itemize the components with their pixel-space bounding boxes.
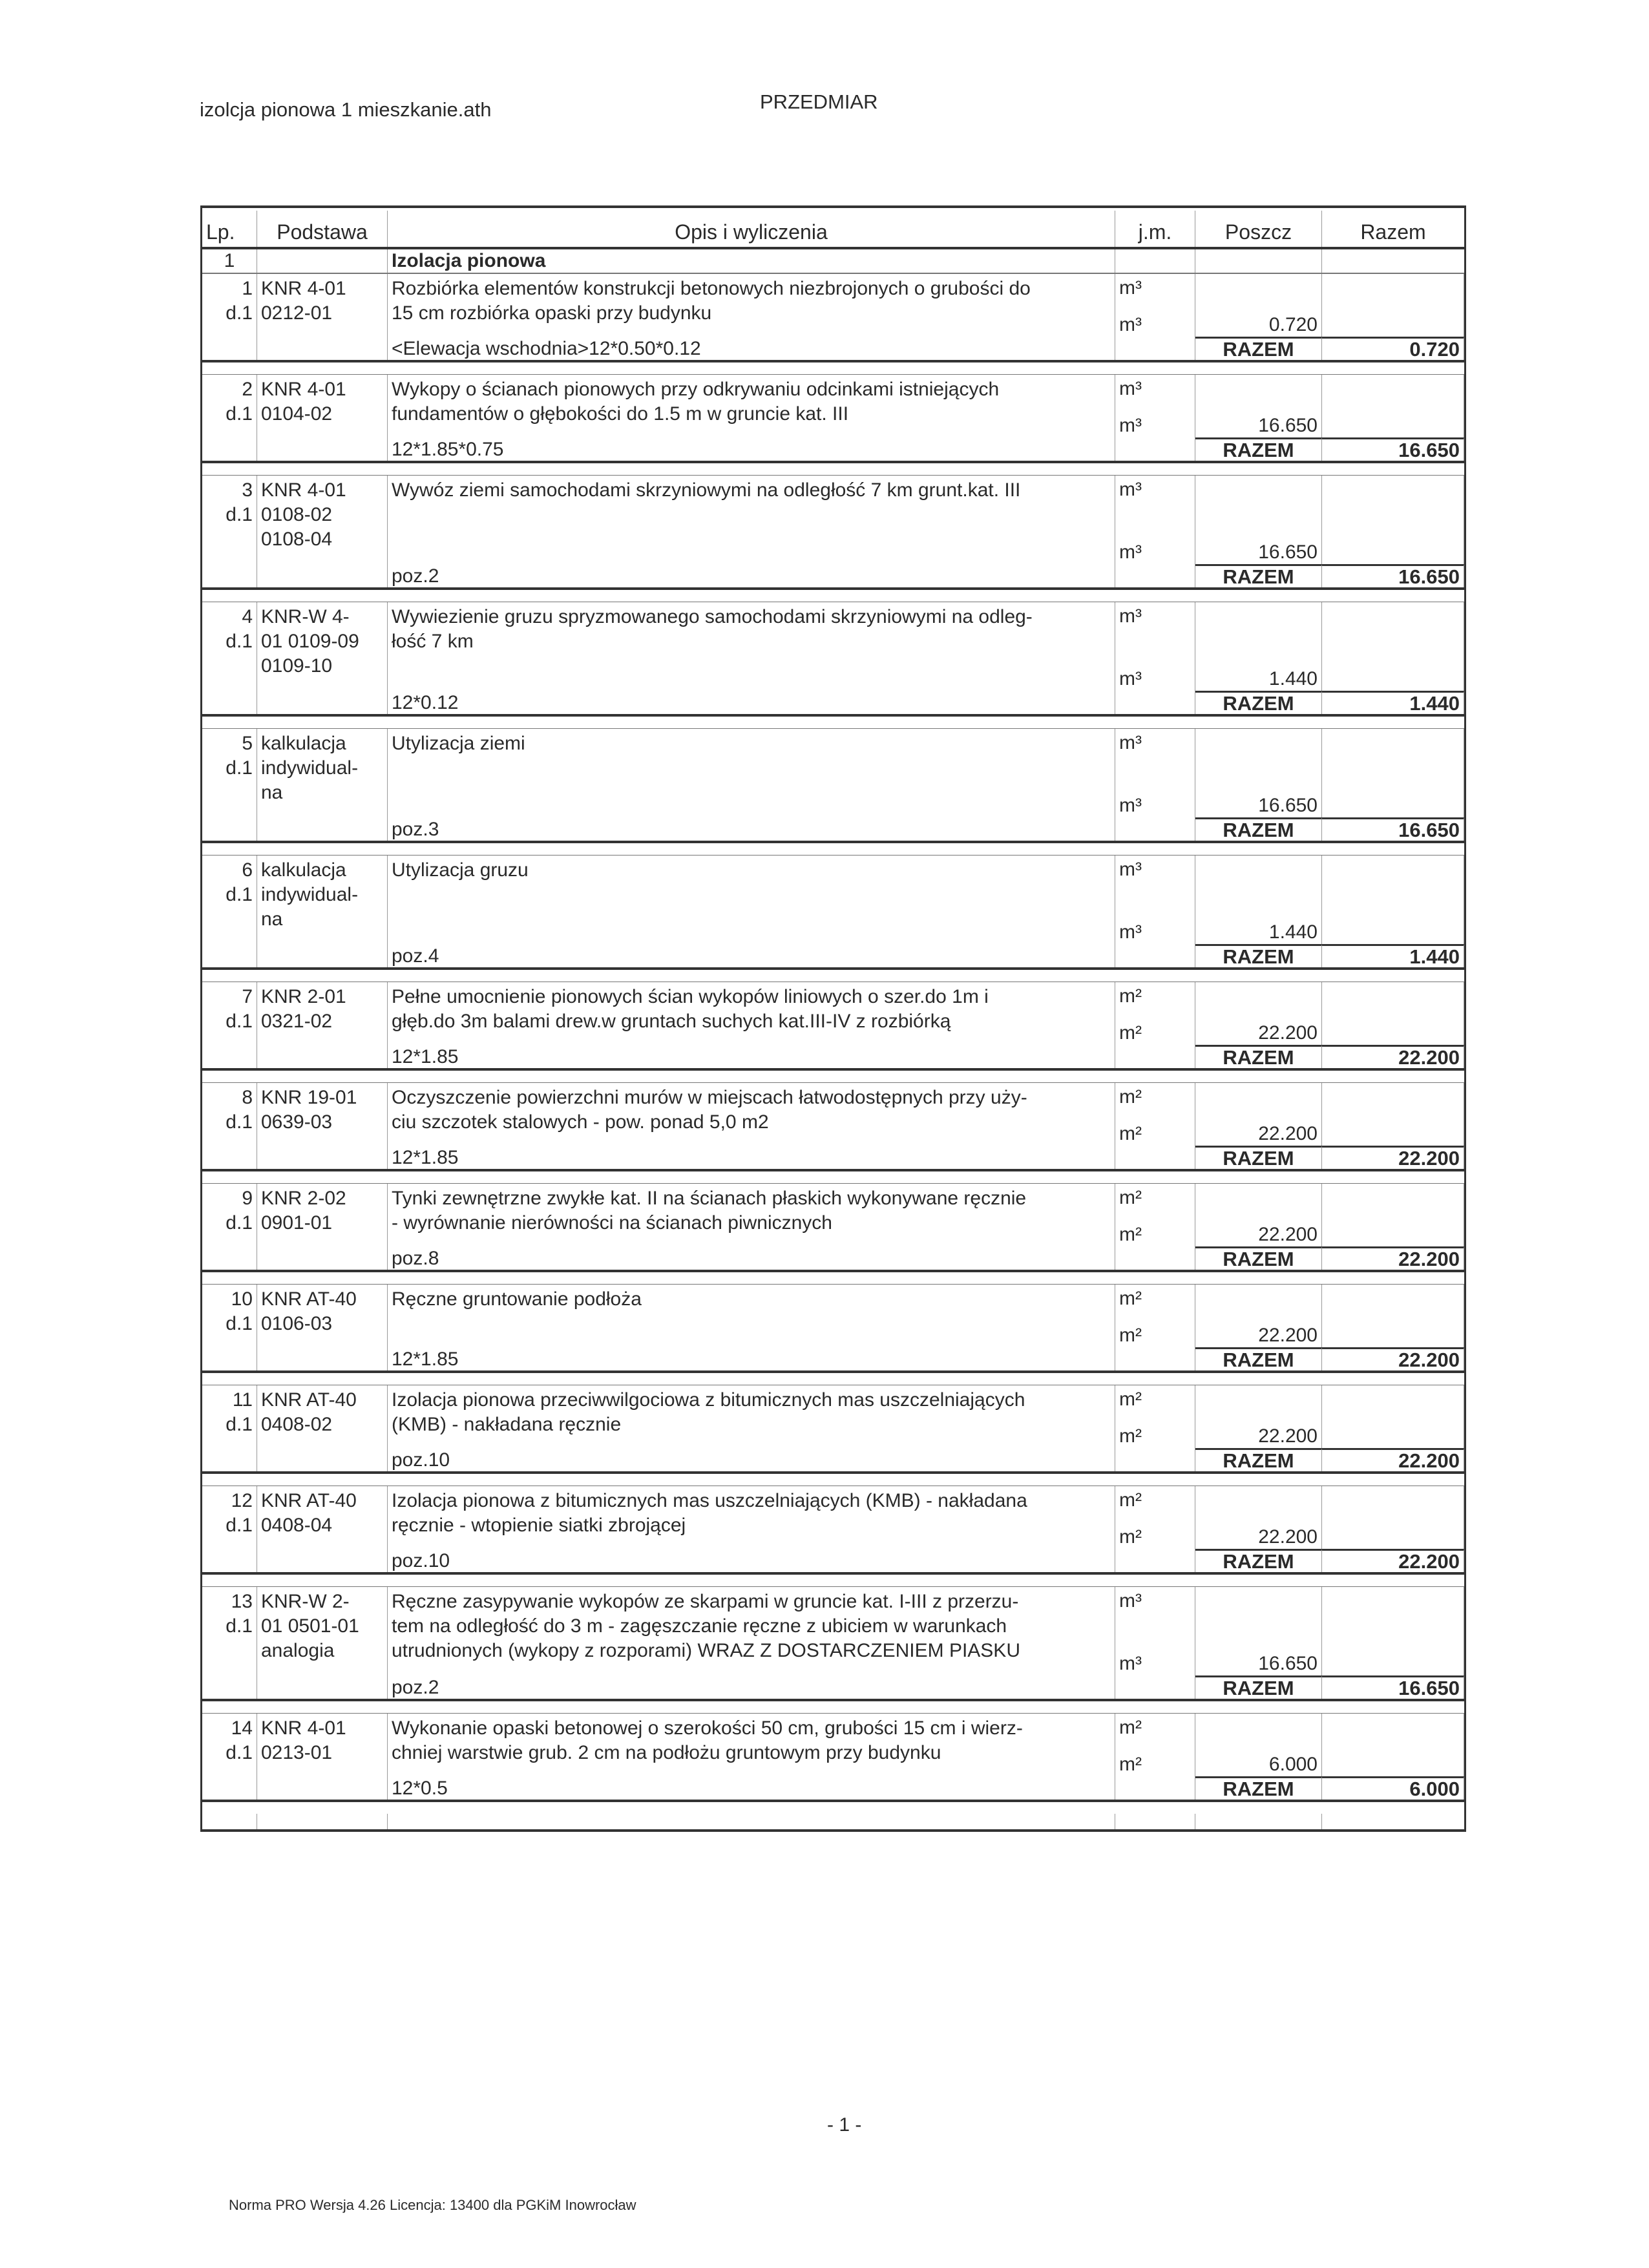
estimate-table bbox=[200, 205, 1466, 1832]
description-line: Tynki zewnętrzne zwykłe kat. II na ścianach płaskich wykonywane ręcznie bbox=[392, 1188, 1027, 1209]
item-unit bbox=[1115, 856, 1195, 967]
item-description bbox=[388, 274, 1115, 360]
podstawa-line: KNR AT-40 bbox=[261, 1490, 357, 1511]
podstawa-line: 0408-02 bbox=[261, 1414, 333, 1435]
table-row bbox=[202, 602, 1464, 728]
item-list bbox=[202, 273, 1464, 1814]
item-separator bbox=[202, 587, 1464, 602]
item-unit bbox=[1115, 1714, 1195, 1800]
item-description bbox=[388, 375, 1115, 461]
item-unit bbox=[1115, 476, 1195, 587]
page-number: - 1 - bbox=[827, 2114, 862, 2136]
podstawa-line: KNR AT-40 bbox=[261, 1389, 357, 1411]
item-description bbox=[388, 1587, 1115, 1699]
item-lp-sub: d.1 bbox=[226, 757, 253, 779]
item-quantity: 22.200 bbox=[1195, 1184, 1322, 1246]
item-description bbox=[388, 1385, 1115, 1471]
unit-top: m² bbox=[1119, 985, 1142, 1007]
unit-top: m² bbox=[1119, 1187, 1142, 1208]
podstawa-line: KNR 4-01 bbox=[261, 1717, 346, 1739]
table-row bbox=[202, 1183, 1464, 1284]
description-line: Utylizacja gruzu bbox=[392, 859, 529, 881]
item-lp-sub: d.1 bbox=[226, 1742, 253, 1763]
description-line: Wywóz ziemi samochodami skrzyniowymi na odległość 7 km grunt.kat. III bbox=[392, 479, 1021, 501]
document-title: PRZEDMIAR bbox=[760, 90, 878, 113]
table-row bbox=[202, 728, 1464, 855]
unit-top: m³ bbox=[1119, 479, 1142, 500]
description-line: chniej warstwie grub. 2 cm na podłożu gruntowym przy budynku bbox=[392, 1742, 941, 1763]
item-podstawa bbox=[257, 1714, 388, 1800]
razem-value: 22.200 bbox=[1322, 1347, 1464, 1370]
item-lp: 7 bbox=[242, 986, 253, 1007]
section-row bbox=[202, 249, 1464, 273]
item-unit bbox=[1115, 1285, 1195, 1370]
razem-label: RAZEM bbox=[1195, 1146, 1322, 1169]
item-unit bbox=[1115, 1385, 1195, 1471]
item-podstawa bbox=[257, 1486, 388, 1572]
description-line: (KMB) - nakładana ręcznie bbox=[392, 1414, 622, 1435]
item-number bbox=[202, 1714, 257, 1800]
item-lp: 14 bbox=[231, 1717, 253, 1739]
podstawa-line: KNR 4-01 bbox=[261, 278, 346, 299]
item-razem-empty bbox=[1322, 856, 1464, 944]
razem-value: 16.650 bbox=[1322, 564, 1464, 587]
description-line: Ręczne zasypywanie wykopów ze skarpami w gruncie kat. I-III z przerzu- bbox=[392, 1591, 1019, 1612]
item-separator bbox=[202, 1572, 1464, 1586]
item-formula: 12*0.12 bbox=[392, 692, 459, 713]
item-razem-empty bbox=[1322, 1385, 1464, 1448]
podstawa-line: 0108-04 bbox=[261, 529, 333, 550]
item-podstawa bbox=[257, 982, 388, 1068]
podstawa-line: 0109-10 bbox=[261, 655, 333, 677]
razem-value: 22.200 bbox=[1322, 1549, 1464, 1572]
item-description bbox=[388, 476, 1115, 587]
table-row bbox=[202, 855, 1464, 982]
description-line: - wyrównanie nierówności na ścianach piwnicznych bbox=[392, 1212, 832, 1234]
item-lp-sub: d.1 bbox=[226, 504, 253, 525]
item-lp: 6 bbox=[242, 859, 253, 881]
razem-label: RAZEM bbox=[1195, 1045, 1322, 1068]
item-razem-empty bbox=[1322, 602, 1464, 691]
table-row bbox=[202, 374, 1464, 475]
item-quantity: 16.650 bbox=[1195, 1587, 1322, 1675]
item-formula: poz.2 bbox=[392, 1677, 439, 1698]
item-quantity: 16.650 bbox=[1195, 375, 1322, 437]
unit-bottom: m² bbox=[1119, 1325, 1142, 1346]
description-line: ręcznie - wtopienie siatki zbrojącej bbox=[392, 1515, 686, 1536]
razem-value: 22.200 bbox=[1322, 1448, 1464, 1471]
item-podstawa bbox=[257, 602, 388, 714]
razem-value: 16.650 bbox=[1322, 437, 1464, 461]
description-line: Oczyszczenie powierzchni murów w miejscach łatwodostępnych przy uży- bbox=[392, 1087, 1027, 1108]
item-lp: 9 bbox=[242, 1188, 253, 1209]
unit-bottom: m² bbox=[1119, 1224, 1142, 1245]
item-description bbox=[388, 856, 1115, 967]
item-lp-sub: d.1 bbox=[226, 1615, 253, 1637]
item-number bbox=[202, 982, 257, 1068]
description-line: ciu szczotek stalowych - pow. ponad 5,0 m2 bbox=[392, 1111, 769, 1133]
item-formula: 12*1.85 bbox=[392, 1046, 459, 1067]
item-podstawa bbox=[257, 1587, 388, 1699]
column-header-razem: Razem bbox=[1360, 220, 1426, 244]
item-razem-empty bbox=[1322, 476, 1464, 564]
column-header-podstawa: Podstawa bbox=[257, 211, 388, 247]
unit-top: m³ bbox=[1119, 378, 1142, 399]
podstawa-line: 0212-01 bbox=[261, 302, 333, 324]
item-podstawa bbox=[257, 1385, 388, 1471]
podstawa-line: KNR-W 2- bbox=[261, 1591, 350, 1612]
item-razem-empty bbox=[1322, 1184, 1464, 1246]
item-formula: 12*1.85*0.75 bbox=[392, 439, 504, 460]
table-row bbox=[202, 1284, 1464, 1385]
podstawa-line: 0639-03 bbox=[261, 1111, 333, 1133]
item-separator bbox=[202, 1471, 1464, 1486]
item-separator bbox=[202, 1270, 1464, 1284]
item-lp: 11 bbox=[232, 1389, 253, 1411]
item-description bbox=[388, 1285, 1115, 1370]
document-filename: izolcja pionowa 1 mieszkanie.ath bbox=[200, 98, 492, 121]
description-line: tem na odległość do 3 m - zagęszczanie ręczne z ubiciem w warunkach bbox=[392, 1615, 1007, 1637]
item-unit bbox=[1115, 274, 1195, 360]
item-description bbox=[388, 729, 1115, 841]
razem-label: RAZEM bbox=[1195, 691, 1322, 714]
item-separator bbox=[202, 841, 1464, 855]
item-number bbox=[202, 856, 257, 967]
podstawa-line: KNR 2-01 bbox=[261, 986, 346, 1007]
item-quantity: 22.200 bbox=[1195, 1486, 1322, 1549]
item-quantity: 1.440 bbox=[1195, 602, 1322, 691]
item-unit bbox=[1115, 1083, 1195, 1169]
unit-bottom: m² bbox=[1119, 1425, 1142, 1447]
podstawa-line: 0901-01 bbox=[261, 1212, 333, 1234]
item-podstawa bbox=[257, 274, 388, 360]
item-formula: <Elewacja wschodnia>12*0.50*0.12 bbox=[392, 338, 701, 359]
razem-value: 22.200 bbox=[1322, 1146, 1464, 1169]
unit-top: m³ bbox=[1119, 605, 1142, 627]
item-razem-empty bbox=[1322, 1083, 1464, 1146]
unit-bottom: m³ bbox=[1119, 314, 1142, 335]
podstawa-line: 0213-01 bbox=[261, 1742, 333, 1763]
unit-top: m³ bbox=[1119, 859, 1142, 880]
item-lp-sub: d.1 bbox=[226, 1011, 253, 1032]
razem-label: RAZEM bbox=[1195, 1246, 1322, 1270]
item-formula: poz.8 bbox=[392, 1248, 439, 1269]
description-line: głęb.do 3m balami drew.w gruntach suchych kat.III-IV z rozbiórką bbox=[392, 1011, 951, 1032]
table-row bbox=[202, 475, 1464, 602]
item-podstawa bbox=[257, 375, 388, 461]
item-separator bbox=[202, 1699, 1464, 1713]
item-formula: poz.10 bbox=[392, 1449, 450, 1471]
table-tail bbox=[202, 1814, 1464, 1829]
razem-label: RAZEM bbox=[1195, 564, 1322, 587]
table-row bbox=[202, 273, 1464, 374]
item-formula: 12*1.85 bbox=[392, 1349, 459, 1370]
item-number bbox=[202, 1385, 257, 1471]
description-line: Izolacja pionowa przeciwwilgociowa z bitumicznych mas uszczelniających bbox=[392, 1389, 1025, 1411]
section-empty bbox=[1322, 249, 1464, 273]
item-razem-empty bbox=[1322, 375, 1464, 437]
item-quantity: 22.200 bbox=[1195, 1083, 1322, 1146]
unit-bottom: m² bbox=[1119, 1754, 1142, 1775]
item-quantity: 22.200 bbox=[1195, 982, 1322, 1045]
description-line: 15 cm rozbiórka opaski przy budynku bbox=[392, 302, 712, 324]
unit-top: m² bbox=[1119, 1717, 1142, 1738]
razem-label: RAZEM bbox=[1195, 1675, 1322, 1699]
item-formula: poz.2 bbox=[392, 565, 439, 587]
item-separator bbox=[202, 1800, 1464, 1814]
section-number: 1 bbox=[202, 249, 257, 273]
item-podstawa bbox=[257, 1184, 388, 1270]
table-row bbox=[202, 1385, 1464, 1486]
description-line: Izolacja pionowa z bitumicznych mas uszczelniających (KMB) - nakładana bbox=[392, 1490, 1027, 1511]
description-line: Wykonanie opaski betonowej o szerokości 50 cm, grubości 15 cm i wierz- bbox=[392, 1717, 1023, 1739]
item-description bbox=[388, 602, 1115, 714]
item-description bbox=[388, 1714, 1115, 1800]
item-unit bbox=[1115, 1486, 1195, 1572]
item-number bbox=[202, 1083, 257, 1169]
item-unit bbox=[1115, 982, 1195, 1068]
item-lp: 4 bbox=[242, 606, 253, 627]
item-podstawa bbox=[257, 476, 388, 587]
unit-bottom: m² bbox=[1119, 1022, 1142, 1044]
podstawa-line: 0106-03 bbox=[261, 1313, 333, 1334]
podstawa-line: indywidual- bbox=[261, 884, 359, 905]
item-number bbox=[202, 476, 257, 587]
item-quantity: 16.650 bbox=[1195, 476, 1322, 564]
section-empty bbox=[257, 249, 388, 273]
item-formula: 12*0.5 bbox=[392, 1778, 448, 1799]
unit-bottom: m³ bbox=[1119, 921, 1142, 943]
unit-top: m² bbox=[1119, 1389, 1142, 1410]
license-footer: Norma PRO Wersja 4.26 Licencja: 13400 dla PGKiM Inowrocław bbox=[229, 2197, 636, 2213]
item-razem-empty bbox=[1322, 274, 1464, 337]
podstawa-line: KNR AT-40 bbox=[261, 1288, 357, 1310]
podstawa-line: KNR 19-01 bbox=[261, 1087, 357, 1108]
column-header-lp: Lp. bbox=[202, 211, 257, 247]
table-row bbox=[202, 1713, 1464, 1814]
description-line: Utylizacja ziemi bbox=[392, 733, 525, 754]
podstawa-line: 0321-02 bbox=[261, 1011, 333, 1032]
podstawa-line: 01 0501-01 bbox=[261, 1615, 359, 1637]
item-formula: poz.3 bbox=[392, 819, 439, 840]
description-line: Ręczne gruntowanie podłoża bbox=[392, 1288, 642, 1310]
table-header bbox=[202, 205, 1464, 249]
podstawa-line: indywidual- bbox=[261, 757, 359, 779]
item-description bbox=[388, 1486, 1115, 1572]
item-formula: 12*1.85 bbox=[392, 1147, 459, 1168]
unit-top: m³ bbox=[1119, 732, 1142, 753]
item-razem-empty bbox=[1322, 729, 1464, 817]
razem-label: RAZEM bbox=[1195, 944, 1322, 967]
item-formula: poz.4 bbox=[392, 945, 439, 967]
podstawa-line: KNR 2-02 bbox=[261, 1188, 346, 1209]
podstawa-line: 0104-02 bbox=[261, 403, 333, 425]
item-separator bbox=[202, 1169, 1464, 1183]
item-number bbox=[202, 1184, 257, 1270]
unit-top: m² bbox=[1119, 1288, 1142, 1309]
item-lp: 8 bbox=[242, 1087, 253, 1108]
podstawa-line: kalkulacja bbox=[261, 859, 346, 881]
item-unit bbox=[1115, 602, 1195, 714]
item-separator bbox=[202, 967, 1464, 982]
item-razem-empty bbox=[1322, 1285, 1464, 1347]
razem-label: RAZEM bbox=[1195, 437, 1322, 461]
item-lp-sub: d.1 bbox=[226, 302, 253, 324]
unit-top: m³ bbox=[1119, 277, 1142, 299]
table-row bbox=[202, 1486, 1464, 1586]
razem-label: RAZEM bbox=[1195, 337, 1322, 360]
item-podstawa bbox=[257, 1083, 388, 1169]
description-line: utrudnionych (wykopy z rozporami) WRAZ Z DOSTARCZENIEM PIASKU bbox=[392, 1640, 1020, 1661]
razem-value: 6.000 bbox=[1322, 1776, 1464, 1800]
podstawa-line: KNR 4-01 bbox=[261, 479, 346, 501]
item-podstawa bbox=[257, 729, 388, 841]
razem-value: 1.440 bbox=[1322, 691, 1464, 714]
item-lp: 2 bbox=[242, 379, 253, 400]
item-razem-empty bbox=[1322, 1714, 1464, 1776]
item-unit bbox=[1115, 375, 1195, 461]
item-number bbox=[202, 1285, 257, 1370]
item-quantity: 0.720 bbox=[1195, 274, 1322, 337]
description-line: fundamentów o głębokości do 1.5 m w gruncie kat. III bbox=[392, 403, 849, 425]
razem-value: 1.440 bbox=[1322, 944, 1464, 967]
description-line: Wykopy o ścianach pionowych przy odkrywaniu odcinkami istniejących bbox=[392, 379, 1000, 400]
item-unit bbox=[1115, 1184, 1195, 1270]
unit-bottom: m³ bbox=[1119, 541, 1142, 563]
item-lp: 1 bbox=[242, 278, 253, 299]
item-lp: 3 bbox=[242, 479, 253, 501]
razem-value: 22.200 bbox=[1322, 1045, 1464, 1068]
razem-value: 16.650 bbox=[1322, 1675, 1464, 1699]
item-separator bbox=[202, 714, 1464, 728]
column-header-poszcz: Poszcz bbox=[1195, 211, 1322, 247]
razem-value: 22.200 bbox=[1322, 1246, 1464, 1270]
podstawa-line: analogia bbox=[261, 1640, 335, 1661]
item-lp-sub: d.1 bbox=[226, 1313, 253, 1334]
column-header-jm: j.m. bbox=[1115, 211, 1195, 247]
podstawa-line: KNR 4-01 bbox=[261, 379, 346, 400]
item-lp-sub: d.1 bbox=[226, 1111, 253, 1133]
razem-label: RAZEM bbox=[1195, 1448, 1322, 1471]
item-quantity: 22.200 bbox=[1195, 1285, 1322, 1347]
table-row bbox=[202, 1082, 1464, 1183]
item-separator bbox=[202, 461, 1464, 475]
item-razem-empty bbox=[1322, 1486, 1464, 1549]
item-lp: 10 bbox=[231, 1288, 253, 1310]
item-number bbox=[202, 602, 257, 714]
podstawa-line: 0408-04 bbox=[261, 1515, 333, 1536]
unit-bottom: m³ bbox=[1119, 668, 1142, 689]
item-number bbox=[202, 1486, 257, 1572]
item-number bbox=[202, 274, 257, 360]
item-lp: 5 bbox=[242, 733, 253, 754]
podstawa-line: kalkulacja bbox=[261, 733, 346, 754]
column-header-opis: Opis i wyliczenia bbox=[388, 211, 1115, 247]
item-number bbox=[202, 729, 257, 841]
item-lp-sub: d.1 bbox=[226, 1515, 253, 1536]
unit-top: m² bbox=[1119, 1489, 1142, 1511]
item-razem-empty bbox=[1322, 1587, 1464, 1675]
item-separator bbox=[202, 360, 1464, 374]
section-title: Izolacja pionowa bbox=[388, 249, 1115, 273]
description-line: Pełne umocnienie pionowych ścian wykopów liniowych o szer.do 1m i bbox=[392, 986, 989, 1007]
item-quantity: 22.200 bbox=[1195, 1385, 1322, 1448]
podstawa-line: na bbox=[261, 908, 283, 930]
razem-value: 16.650 bbox=[1322, 817, 1464, 841]
razem-label: RAZEM bbox=[1195, 1549, 1322, 1572]
table-row bbox=[202, 1586, 1464, 1713]
item-number bbox=[202, 1587, 257, 1699]
razem-label: RAZEM bbox=[1195, 1347, 1322, 1370]
item-lp-sub: d.1 bbox=[226, 1212, 253, 1234]
item-description bbox=[388, 1184, 1115, 1270]
podstawa-line: KNR-W 4- bbox=[261, 606, 350, 627]
item-unit bbox=[1115, 729, 1195, 841]
item-lp-sub: d.1 bbox=[226, 631, 253, 652]
description-line: łość 7 km bbox=[392, 631, 474, 652]
item-separator bbox=[202, 1068, 1464, 1082]
item-description bbox=[388, 982, 1115, 1068]
description-line: Wywiezienie gruzu spryzmowanego samochodami skrzyniowymi na odleg- bbox=[392, 606, 1033, 627]
item-lp-sub: d.1 bbox=[226, 884, 253, 905]
item-description bbox=[388, 1083, 1115, 1169]
item-podstawa bbox=[257, 856, 388, 967]
razem-label: RAZEM bbox=[1195, 817, 1322, 841]
podstawa-line: 0108-02 bbox=[261, 504, 333, 525]
item-quantity: 16.650 bbox=[1195, 729, 1322, 817]
unit-bottom: m³ bbox=[1119, 795, 1142, 816]
item-unit bbox=[1115, 1587, 1195, 1699]
item-formula: poz.10 bbox=[392, 1550, 450, 1571]
unit-top: m² bbox=[1119, 1086, 1142, 1108]
unit-bottom: m³ bbox=[1119, 415, 1142, 436]
item-podstawa bbox=[257, 1285, 388, 1370]
section-empty bbox=[1115, 249, 1195, 273]
razem-label: RAZEM bbox=[1195, 1776, 1322, 1800]
section-empty bbox=[1195, 249, 1322, 273]
item-razem-empty bbox=[1322, 982, 1464, 1045]
item-quantity: 1.440 bbox=[1195, 856, 1322, 944]
item-lp: 12 bbox=[231, 1490, 253, 1511]
razem-value: 0.720 bbox=[1322, 337, 1464, 360]
item-separator bbox=[202, 1370, 1464, 1385]
item-number bbox=[202, 375, 257, 461]
description-line: Rozbiórka elementów konstrukcji betonowych niezbrojonych o grubości do bbox=[392, 278, 1031, 299]
unit-bottom: m² bbox=[1119, 1123, 1142, 1144]
item-quantity: 6.000 bbox=[1195, 1714, 1322, 1776]
podstawa-line: 01 0109-09 bbox=[261, 631, 359, 652]
unit-top: m³ bbox=[1119, 1590, 1142, 1612]
unit-bottom: m³ bbox=[1119, 1653, 1142, 1674]
item-lp: 13 bbox=[231, 1591, 253, 1612]
item-lp-sub: d.1 bbox=[226, 403, 253, 425]
unit-bottom: m² bbox=[1119, 1526, 1142, 1548]
item-lp-sub: d.1 bbox=[226, 1414, 253, 1435]
podstawa-line: na bbox=[261, 782, 283, 803]
table-row bbox=[202, 982, 1464, 1082]
